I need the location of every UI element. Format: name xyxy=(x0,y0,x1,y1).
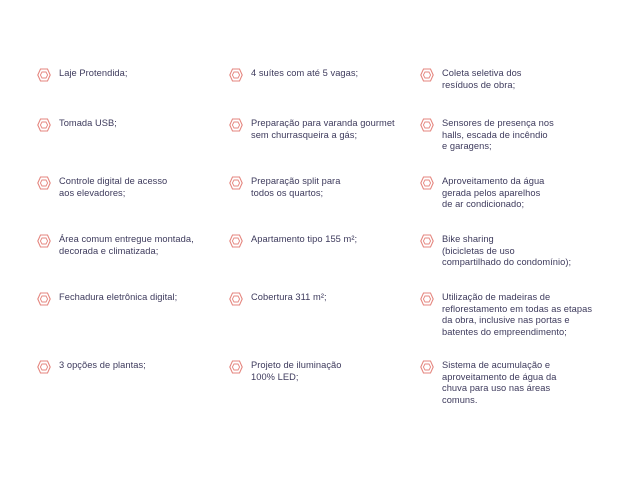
hexagon-outline-icon xyxy=(420,292,434,306)
feature-item xyxy=(229,292,404,306)
feature-item xyxy=(420,360,595,406)
feature-item xyxy=(229,176,404,199)
feature-text: Cobertura 311 m²; xyxy=(251,292,327,302)
hexagon-outline-icon xyxy=(37,360,51,374)
feature-text: Laje Protendida; xyxy=(59,68,128,78)
feature-item xyxy=(37,360,212,374)
feature-item xyxy=(37,176,212,199)
feature-text: Tomada USB; xyxy=(59,118,117,128)
feature-item xyxy=(420,292,595,338)
hexagon-outline-icon xyxy=(37,234,51,248)
feature-item xyxy=(229,68,404,82)
hexagon-outline-icon xyxy=(420,360,434,374)
feature-text: Área comum entregue montada, decorada e climatizada; xyxy=(59,234,194,256)
hexagon-outline-icon xyxy=(420,176,434,190)
feature-text: 3 opções de plantas; xyxy=(59,360,146,370)
hexagon-outline-icon xyxy=(229,292,243,306)
feature-item xyxy=(229,360,404,383)
hexagon-outline-icon xyxy=(37,292,51,306)
feature-text: Utilização de madeiras de reflorestamento em todas as etapas da obra, inclusive nas portas e batentes do empreendimento; xyxy=(442,292,593,337)
hexagon-outline-icon xyxy=(229,234,243,248)
feature-item xyxy=(420,118,595,153)
feature-item xyxy=(420,68,595,91)
feature-text: Controle digital de acesso aos elevadores; xyxy=(59,176,168,198)
hexagon-outline-icon xyxy=(420,68,434,82)
feature-text: Coleta seletiva dos resíduos de obra; xyxy=(442,68,522,90)
hexagon-outline-icon xyxy=(229,118,243,132)
feature-item xyxy=(37,292,212,306)
feature-text: Bike sharing (bicicletas de uso compartilhado do condomínio); xyxy=(442,234,572,267)
hexagon-outline-icon xyxy=(229,176,243,190)
hexagon-outline-icon xyxy=(229,360,243,374)
feature-text: Sistema de acumulação e aproveitamento de água da chuva para uso nas áreas comuns. xyxy=(442,360,557,405)
hexagon-outline-icon xyxy=(37,176,51,190)
hexagon-outline-icon xyxy=(420,118,434,132)
feature-text: Preparação para varanda gourmet sem churrasqueira a gás; xyxy=(251,118,395,140)
feature-item xyxy=(420,176,595,211)
hexagon-outline-icon xyxy=(229,68,243,82)
feature-text: Sensores de presença nos halls, escada de incêndio e garagens; xyxy=(442,118,554,151)
feature-text: Preparação split para todos os quartos; xyxy=(251,176,341,198)
feature-text: 4 suítes com até 5 vagas; xyxy=(251,68,359,78)
feature-item xyxy=(37,234,212,257)
feature-item xyxy=(37,118,212,132)
feature-text: Projeto de iluminação 100% LED; xyxy=(251,360,342,382)
feature-item xyxy=(229,118,404,141)
feature-item xyxy=(37,68,212,82)
feature-text: Aproveitamento da água gerada pelos aparelhos de ar condicionado; xyxy=(442,176,545,209)
hexagon-outline-icon xyxy=(420,234,434,248)
feature-text: Fechadura eletrônica digital; xyxy=(59,292,178,302)
feature-item xyxy=(420,234,595,269)
hexagon-outline-icon xyxy=(37,68,51,82)
feature-text: Apartamento tipo 155 m²; xyxy=(251,234,358,244)
hexagon-outline-icon xyxy=(37,118,51,132)
feature-item xyxy=(229,234,404,248)
